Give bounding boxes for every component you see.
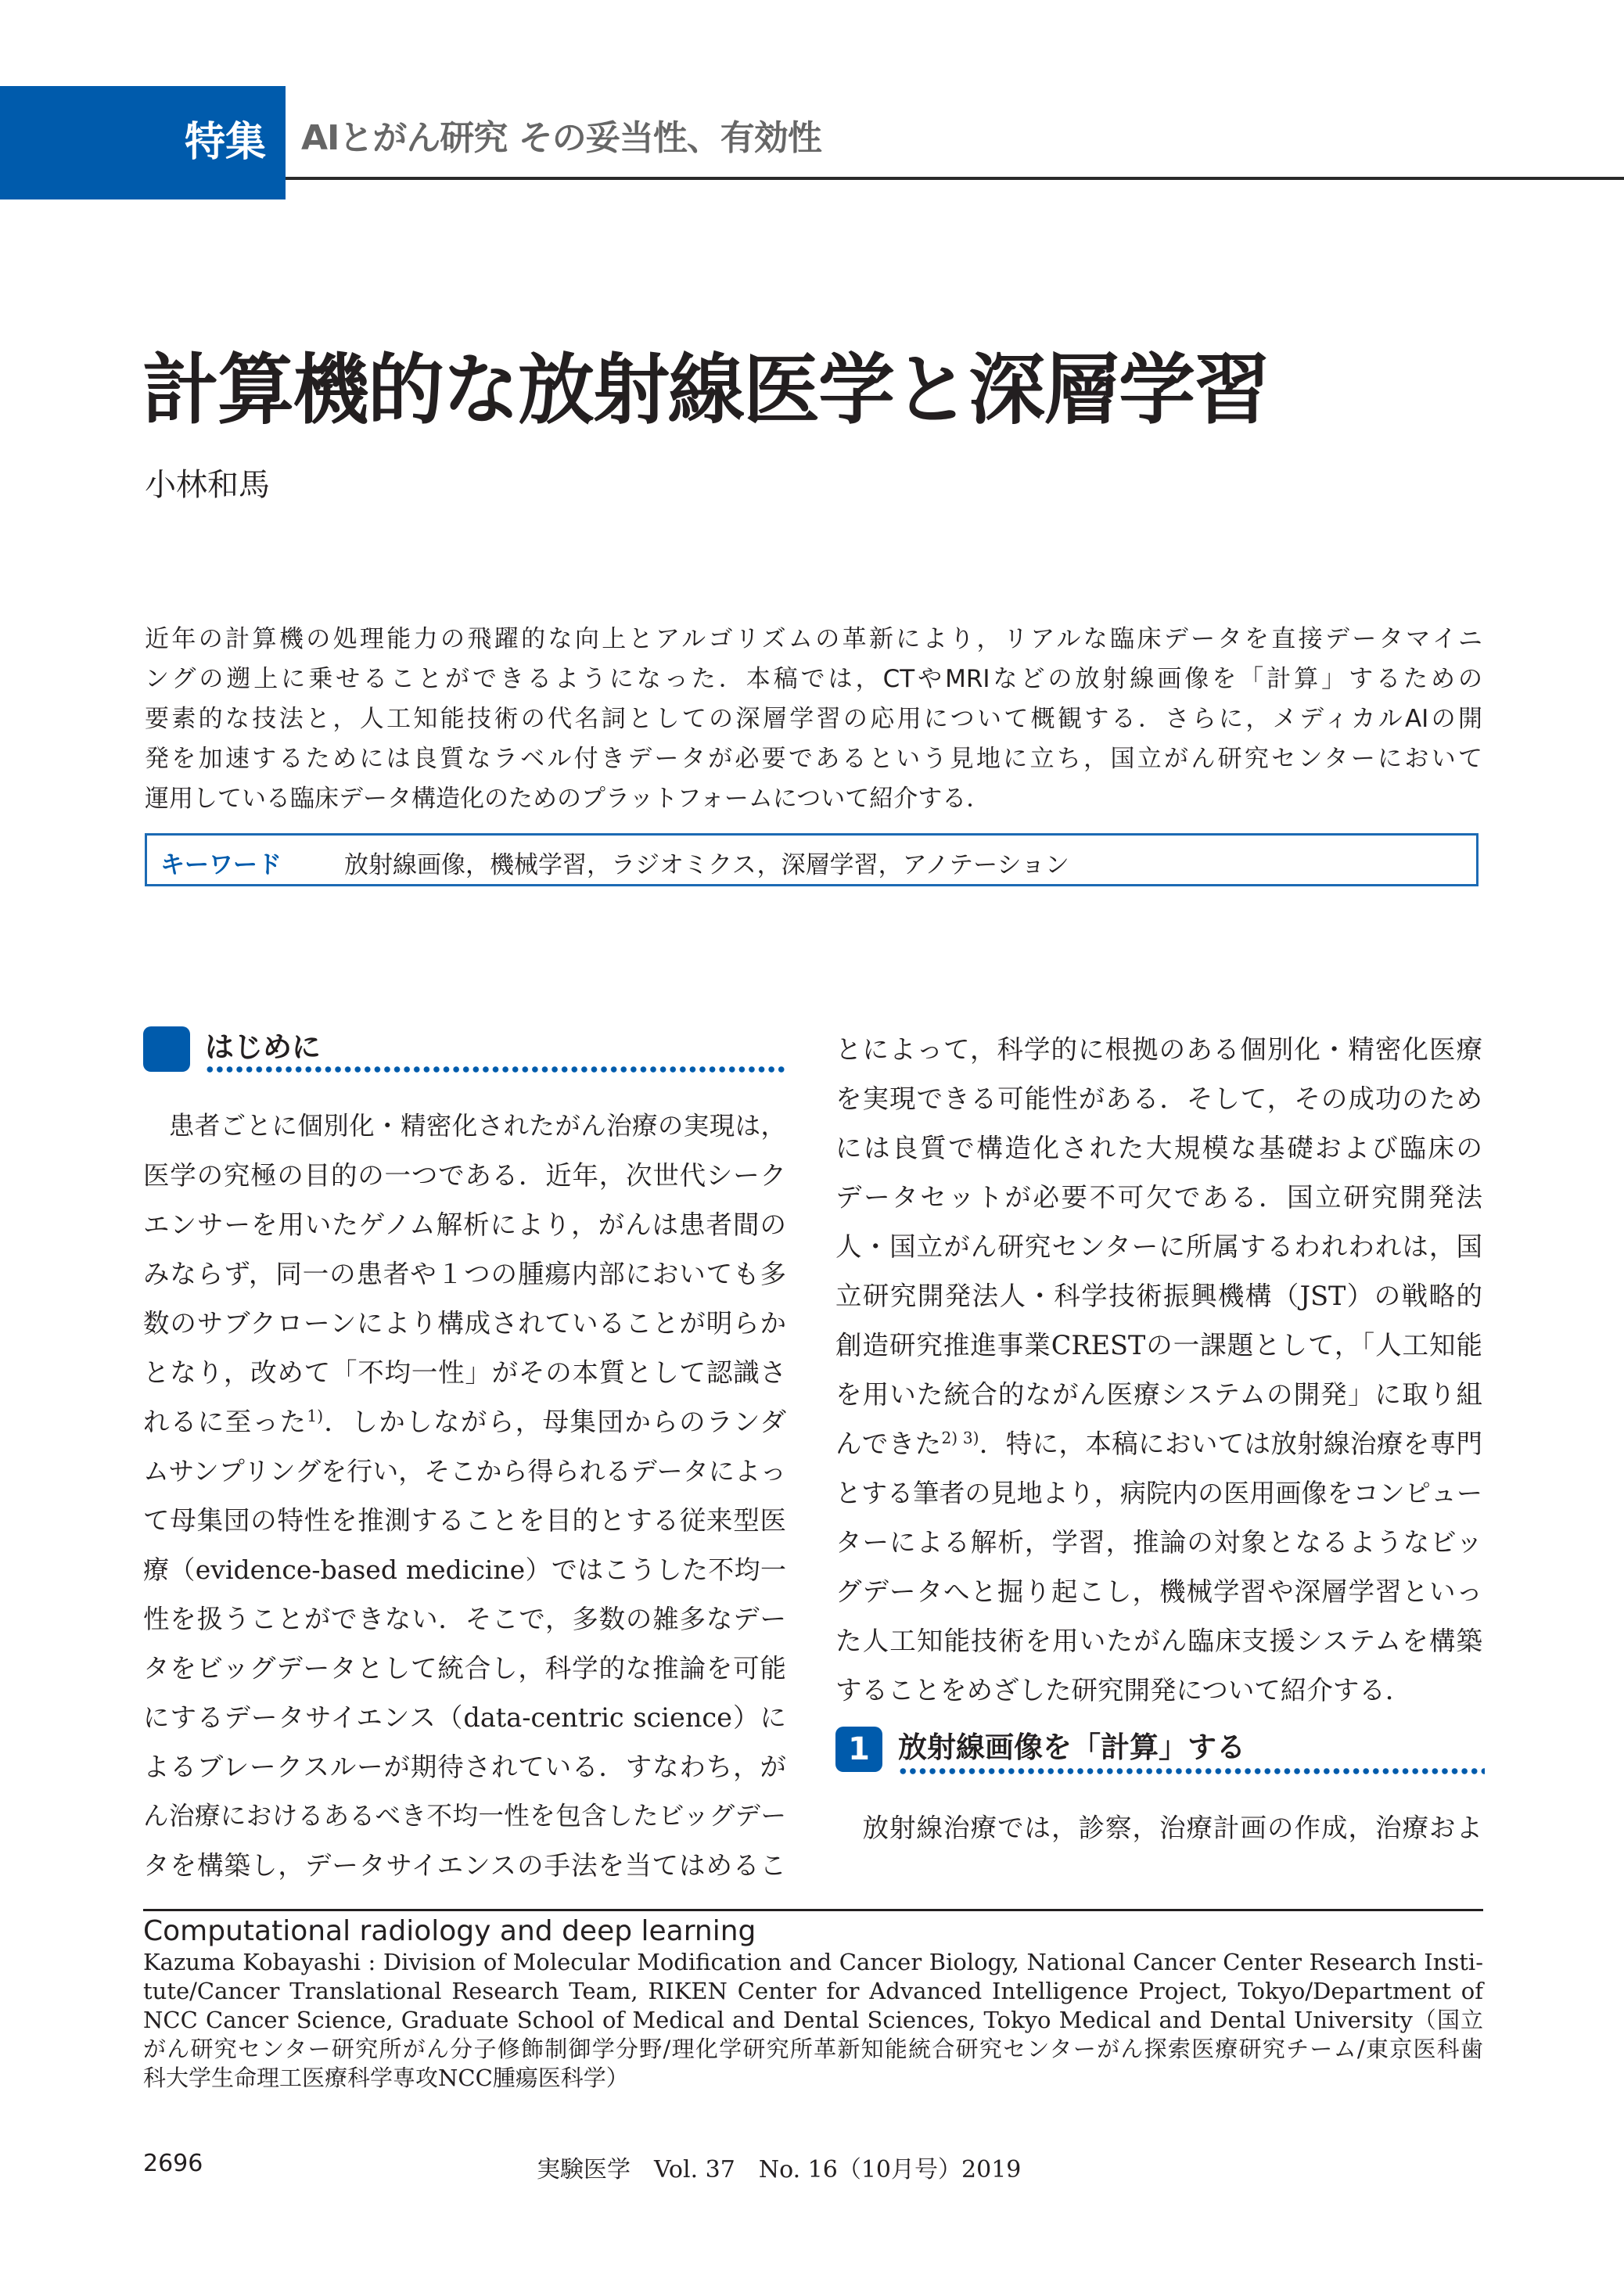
footnote-rule bbox=[143, 1909, 1483, 1911]
section-heading-1: 放射線画像を「計算」する bbox=[898, 1731, 1245, 1764]
abstract-line: 要素的な技法と，人工知能技術の代名詞としての深層学習の応用について概観する．さらに，メディカルAIの開 bbox=[145, 705, 1482, 733]
page-number: 2696 bbox=[143, 2150, 203, 2177]
body-line: にするデータサイエンス（data-centric science）に bbox=[143, 1702, 786, 1733]
series-title: AIとがん研究 その妥当性、有効性 bbox=[301, 118, 821, 158]
body-line: 創造研究推進事業CRESTの一課題として，「人工知能 bbox=[835, 1330, 1482, 1360]
body-line: 医学の究極の目的の一つである．近年，次世代シーク bbox=[143, 1160, 786, 1191]
abstract-line: ングの遡上に乗せることができるようになった．本稿では，CTやMRIなどの放射線画像を「計算」するための bbox=[145, 665, 1482, 693]
heading-dotted-rule bbox=[205, 1066, 787, 1073]
body-line: タを構築し，データサイエンスの手法を当てはめるこ bbox=[143, 1850, 786, 1881]
body-line: とによって，科学的に根拠のある個別化・精密化医療 bbox=[835, 1034, 1482, 1065]
body-line: ターによる解析，学習，推論の対象となるようなビッ bbox=[835, 1527, 1482, 1558]
body-line: 数のサブクローンにより構成されていることが明らか bbox=[143, 1308, 786, 1339]
section-heading-introduction: はじめに bbox=[205, 1030, 321, 1064]
abstract-line: 運用している臨床データ構造化のためのプラットフォームについて紹介する． bbox=[145, 785, 991, 813]
body-line: 療（evidence-based medicine）ではこうした不均一 bbox=[143, 1554, 786, 1585]
body-text: ．特に，本稿においては放射線治療を専門 bbox=[979, 1429, 1483, 1459]
right-column-body bbox=[835, 1025, 1482, 1715]
body-line: とする筆者の見地より，病院内の医用画像をコンピュー bbox=[835, 1478, 1482, 1508]
left-column-body bbox=[143, 1102, 786, 1890]
body-line: することをめざした研究開発について紹介する． bbox=[835, 1675, 1412, 1705]
author-affiliation bbox=[143, 1948, 1483, 2093]
body-line: エンサーを用いたゲノム解析により，がんは患者間の bbox=[143, 1209, 786, 1240]
header-rule bbox=[286, 177, 1624, 180]
keywords-list: 放射線画像，機械学習，ラジオミクス，深層学習，アノテーション bbox=[344, 851, 1069, 879]
citation-ref[interactable]: 2) 3) bbox=[941, 1428, 979, 1447]
body-line: て母集団の特性を推測することを目的とする従来型医 bbox=[143, 1505, 786, 1536]
affiliation-line: Kazuma Kobayashi : Division of Molecular Modification and Cancer Biology, National Cancer Center Research Insti- bbox=[143, 1949, 1483, 1975]
body-line: た人工知能技術を用いたがん臨床支援システムを構築 bbox=[835, 1626, 1482, 1656]
english-title: Computational radiology and deep learning bbox=[143, 1915, 756, 1947]
abstract-line: 近年の計算機の処理能力の飛躍的な向上とアルゴリズムの革新により，リアルな臨床データを直接データマイニ bbox=[145, 625, 1482, 653]
journal-citation: 実験医学 Vol. 37 No. 16（10月号）2019 bbox=[537, 2156, 1022, 2183]
body-line-with-ref bbox=[835, 1419, 1482, 1468]
body-line: タをビッグデータとして統合し，科学的な推論を可能 bbox=[143, 1653, 786, 1684]
article-author: 小林和馬 bbox=[145, 467, 270, 503]
body-line: には良質で構造化された大規模な基礎および臨床の bbox=[835, 1133, 1482, 1163]
citation-ref[interactable]: 1) bbox=[307, 1406, 324, 1425]
body-line: 人・国立がん研究センターに所属するわれわれは，国 bbox=[835, 1231, 1482, 1262]
body-line: 性を扱うことができない．そこで，多数の雑多なデー bbox=[143, 1604, 786, 1634]
section-badge bbox=[143, 1026, 190, 1072]
affiliation-line: tute/Cancer Translational Research Team, RIKEN Center for Advanced Intelligence Project, Tokyo/Department of bbox=[143, 1978, 1483, 2004]
body-text: れるに至った bbox=[143, 1407, 307, 1437]
body-text: ．しかしながら，母集団からのランダ bbox=[323, 1407, 786, 1437]
body-line: 患者ごとに個別化・精密化されたがん治療の実現は， bbox=[143, 1111, 786, 1141]
body-line: を用いた統合的ながん医療システムの開発」に取り組 bbox=[835, 1379, 1482, 1410]
body-line: みならず，同一の患者や１つの腫瘍内部においても多 bbox=[143, 1259, 786, 1289]
heading-dotted-rule bbox=[898, 1768, 1485, 1774]
body-line: 放射線治療では，診察，治療計画の作成，治療およ bbox=[835, 1813, 1482, 1843]
body-line: ムサンプリングを行い，そこから得られるデータによっ bbox=[143, 1456, 786, 1486]
body-line: を実現できる可能性がある．そして，その成功のため bbox=[835, 1084, 1482, 1114]
series-tag: 特集 bbox=[184, 119, 266, 166]
body-line: 立研究開発法人・科学技術振興機構（JST）の戦略的 bbox=[835, 1281, 1482, 1311]
section-1-body bbox=[835, 1803, 1482, 1853]
body-line: グデータへと掘り起こし，機械学習や深層学習といっ bbox=[835, 1576, 1482, 1607]
section-number-badge: 1 bbox=[835, 1727, 882, 1772]
body-line-with-ref bbox=[143, 1397, 786, 1447]
body-line: ん治療におけるあるべき不均一性を包含したビッグデー bbox=[143, 1801, 786, 1831]
abstract bbox=[145, 620, 1482, 819]
body-text: んできた bbox=[835, 1429, 942, 1459]
abstract-line: 発を加速するためには良質なラベル付きデータが必要であるという見地に立ち，国立がん研究センターにおいて bbox=[145, 745, 1482, 773]
affiliation-line: 科大学生命理工医療科学専攻NCC腫瘍医科学） bbox=[143, 2065, 629, 2091]
affiliation-line: がん研究センター研究所がん分子修飾制御学分野/理化学研究所革新知能統合研究センターがん探索医療研究チーム/東京医科歯 bbox=[143, 2036, 1483, 2062]
body-line: データセットが必要不可欠である．国立研究開発法 bbox=[835, 1182, 1482, 1213]
article-title: 計算機的な放射線医学と深層学習 bbox=[142, 346, 1270, 435]
affiliation-line: NCC Cancer Science, Graduate School of Medical and Dental Sciences, Tokyo Medical and Dental University（国立 bbox=[143, 2007, 1483, 2033]
body-line: よるブレークスルーが期待されている．すなわち，が bbox=[143, 1752, 786, 1782]
body-line: となり，改めて「不均一性」がその本質として認識さ bbox=[143, 1357, 786, 1388]
keywords-label: キーワード bbox=[160, 851, 282, 879]
